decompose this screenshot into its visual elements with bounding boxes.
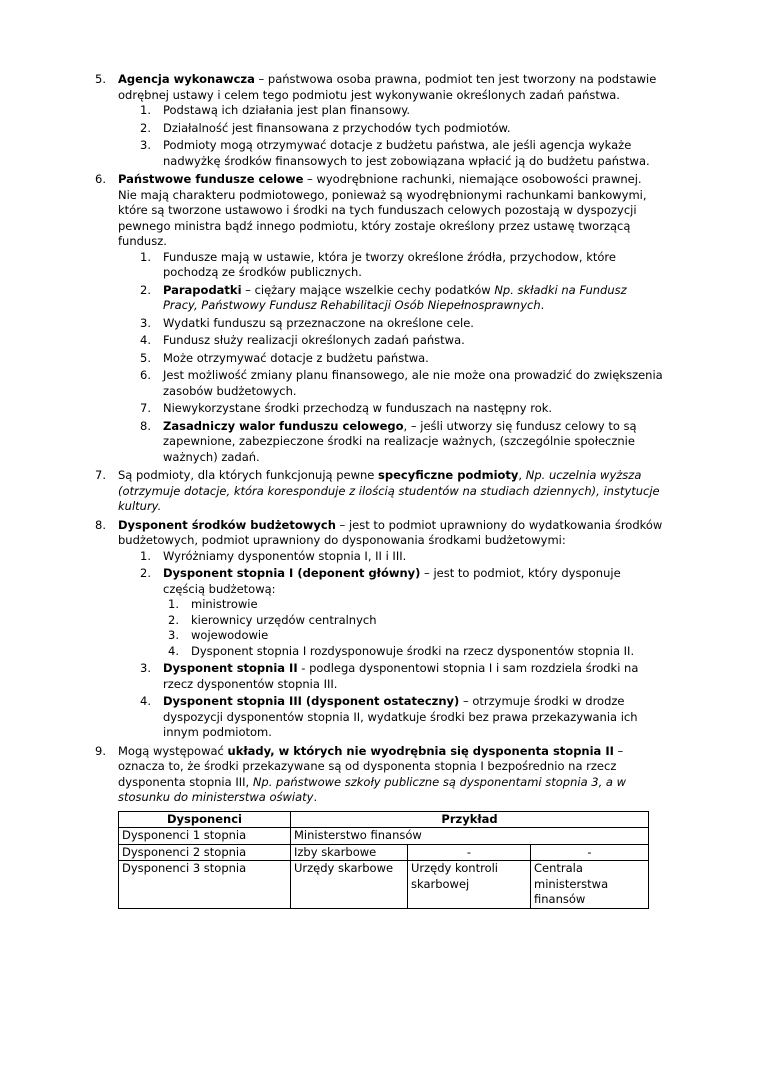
item-text	[118, 518, 663, 549]
text-run: – ciężary mające wszelkie cechy podatków	[241, 282, 495, 297]
text-run: – państwowa osoba prawna, podmiot ten jest tworzony na podstawie odrębnej ustawy i celem tego podmiotu jest wykonywanie określonych zadań państwa.	[118, 72, 657, 102]
item-text	[163, 694, 663, 741]
list-number: 7.	[140, 401, 151, 415]
text-run: układy, w których nie wyodrębnia się dysponenta stopnia II	[227, 743, 614, 758]
list-item	[95, 518, 663, 741]
list-number: 4.	[168, 643, 179, 658]
list-item	[140, 401, 663, 417]
item-text	[163, 283, 663, 314]
item-text	[163, 121, 663, 137]
list-number: 1.	[140, 249, 151, 264]
item-text	[163, 566, 663, 597]
text-run: - podlega dysponentowi stopnia I i sam rozdziela środki na rzecz dysponentów stopnia III.	[163, 661, 639, 691]
item-text	[118, 72, 663, 103]
list-number: 6.	[140, 368, 151, 382]
list-item	[168, 644, 663, 660]
text-run: Państwowe fundusze celowe	[118, 172, 304, 186]
item-text	[163, 103, 663, 119]
text-run: – jest to podmiot, który dysponuje częścią budżetową:	[163, 566, 621, 596]
list-number: 3.	[140, 138, 151, 152]
list-item	[95, 744, 663, 806]
text-run: Podstawą ich działania jest plan finansowy.	[163, 103, 411, 117]
sublist	[140, 250, 663, 466]
table-header-row	[119, 811, 649, 828]
list-item	[140, 316, 663, 332]
text-run: Dysponent stopnia I rozdysponowuje środki na rzecz dysponentów stopnia II.	[191, 643, 635, 658]
text-run: Agencja wykonawcza	[118, 72, 255, 86]
text-run: – jest to podmiot uprawniony do wydatkowania środków budżetowych, podmiot uprawniony do dysponowania środkami budżetowymi:	[118, 517, 663, 547]
table-row	[119, 844, 649, 861]
item-text	[163, 351, 663, 367]
text-run: Może otrzymywać dotacje z budżetu państwa.	[163, 350, 429, 365]
text-run: Dysponent stopnia III (dysponent ostateczny)	[163, 694, 460, 708]
text-run: Wyróżniamy dysponentów stopnia I, II i III.	[163, 548, 407, 563]
list-item	[140, 121, 663, 137]
text-run: .	[540, 298, 545, 312]
list-number: 5.	[95, 72, 106, 86]
text-run: – otrzymuje środki w drodze dyspozycji dysponentów stopnia II, wydatkuje środki bez prawa przekazywania ich innym podmiotom.	[163, 694, 638, 739]
table-row	[119, 828, 649, 845]
table-cell: Urzędy kontroli skarbowej	[408, 861, 531, 909]
list-item	[95, 72, 663, 169]
list-item	[140, 549, 663, 565]
list-item-body	[118, 518, 663, 741]
text-run: Parapodatki	[163, 282, 242, 297]
list-number: 1.	[168, 597, 179, 611]
list-number: 8.	[95, 517, 106, 532]
sublist	[140, 549, 663, 741]
list-item	[95, 468, 663, 515]
list-item	[140, 694, 663, 741]
text-run: Np. uczelnia wyższa (otrzymuje dotacje, która koresponduje z ilością studentów na studiach dziennych), instytucje kultury.	[118, 468, 660, 513]
table-cell: Dysponenci 1 stopnia	[119, 828, 291, 845]
list-number: 3.	[140, 315, 151, 330]
table-cell: Izby skarbowe	[291, 844, 408, 861]
item-text	[118, 172, 663, 250]
item-text	[191, 628, 663, 644]
list-number: 3.	[168, 628, 179, 642]
text-run: Zasadniczy walor funduszu celowego	[163, 418, 404, 433]
text-run: Fundusz służy realizacji określonych zadań państwa.	[163, 333, 465, 347]
list-item	[168, 613, 663, 629]
text-run: specyficzne podmioty	[378, 468, 519, 482]
item-text	[163, 250, 663, 281]
table-row	[119, 861, 649, 909]
list-item-body	[118, 468, 663, 515]
text-run: kierownicy urzędów centralnych	[191, 612, 377, 627]
list-item-body	[118, 72, 663, 169]
list-number: 2.	[140, 120, 151, 135]
text-run: Mogą występować	[118, 743, 228, 758]
item-text	[163, 401, 663, 417]
text-run: Fundusze mają w ustawie, która je tworzy określone źródła, przychodow, które pochodzą ze środków publicznych.	[163, 249, 616, 279]
text-run: – wyodrębnione rachunki, niemające osobowości prawnej. Nie mają charakteru podmiotowego, ponieważ są wyodrębnionymi rachunkami bankowymi, które są tworzone ustawowo i środki na tych funduszach celowych pozostają w dyspozycji pewnego ministra bądź innego podmiotu, który zostaje określony przez ustawę tworzącą fundusz.	[118, 172, 647, 248]
table-cell: Dysponenci 2 stopnia	[119, 844, 291, 861]
item-text	[163, 316, 663, 332]
list-number: 4.	[140, 694, 151, 708]
list-number: 7.	[95, 468, 106, 482]
item-text	[163, 368, 663, 399]
text-run: Podmioty mogą otrzymywać dotacje z budżetu państwa, ale jeśli agencja wykaże nadwyżkę środków finansowych to jest zobowiązana wpłacić ją do budżetu państwa.	[163, 138, 650, 168]
item-text	[163, 419, 663, 466]
table-cell: Urzędy skarbowe	[291, 861, 408, 909]
item-text	[163, 549, 663, 565]
list-item	[95, 172, 663, 465]
list-item	[140, 661, 663, 692]
list-number: 2.	[140, 282, 151, 297]
dysponenci-table	[118, 811, 649, 909]
text-run: .	[313, 790, 318, 804]
text-run: Wydatki funduszu są przeznaczone na określone cele.	[163, 315, 474, 330]
list-number: 2.	[168, 612, 179, 627]
list-item	[140, 333, 663, 349]
table-cell: -	[531, 844, 649, 861]
list-number: 4.	[140, 333, 151, 347]
list-item	[140, 250, 663, 281]
text-run: Dysponent środków budżetowych	[118, 517, 336, 532]
text-run: ministrowie	[191, 597, 258, 611]
item-text	[191, 597, 663, 613]
list-number: 6.	[95, 172, 106, 186]
table-header-cell: Przykład	[291, 811, 649, 828]
text-run: Dysponent stopnia II	[163, 661, 298, 675]
text-run: wojewodowie	[191, 628, 269, 642]
text-run: Dysponent stopnia I (deponent główny)	[163, 566, 421, 580]
item-text	[163, 661, 663, 692]
list-item	[168, 597, 663, 613]
text-run: – oznacza to, że środki przekazywane są od dysponenta stopnia I bezpośrednio na rzecz dysponenta stopnia III,	[118, 743, 624, 789]
text-run: , – jeśli utworzy się fundusz celowy to są zapewnione, zabezpieczone środki na realizacje ważnych, (szczególnie społecznie ważnych) zadań.	[163, 418, 637, 464]
text-run: Działalność jest finansowana z przychodów tych podmiotów.	[163, 120, 511, 135]
sublist	[140, 103, 663, 169]
table-cell: -	[408, 844, 531, 861]
list-number: 8.	[140, 418, 151, 433]
list-item	[140, 566, 663, 659]
list-number: 2.	[140, 566, 151, 580]
text-run: Jest możliwość zmiany planu finansowego, ale nie może ona prowadzić do zwiększenia zasobów budżetowych.	[163, 368, 663, 398]
list-item-body	[118, 172, 663, 465]
item-text	[118, 468, 663, 515]
list-number: 9.	[95, 743, 106, 758]
item-text	[191, 644, 663, 660]
list-item	[140, 283, 663, 314]
list-item-body	[118, 744, 663, 806]
table-header-cell: Dysponenci	[119, 811, 291, 828]
text-run: Są podmioty, dla których funkcjonują pewne	[118, 468, 379, 482]
list-item	[140, 138, 663, 169]
list-item	[168, 628, 663, 644]
text-run: Niewykorzystane środki przechodzą w funduszach na następny rok.	[163, 401, 553, 415]
text-run: Np. składki na Fundusz Pracy, Państwowy Fundusz Rehabilitacji Osób Niepełnosprawnych	[163, 282, 627, 312]
text-run: Np. państwowe szkoły publiczne są dysponentami stopnia 3, a w stosunku do ministerstwa oświaty	[118, 774, 627, 804]
text-run: ,	[518, 468, 526, 482]
table-cell: Dysponenci 3 stopnia	[119, 861, 291, 909]
sublist	[168, 597, 663, 659]
list-item	[140, 351, 663, 367]
item-text	[118, 744, 663, 806]
list-number: 1.	[140, 103, 151, 117]
item-text	[163, 333, 663, 349]
list-item	[140, 419, 663, 466]
table-cell: Centrala ministerstwa finansów	[531, 861, 649, 909]
list-number: 5.	[140, 350, 151, 365]
list-number: 3.	[140, 661, 151, 675]
item-text	[163, 138, 663, 169]
item-text	[191, 613, 663, 629]
list-number: 1.	[140, 548, 151, 563]
list-item	[140, 103, 663, 119]
table-cell: Ministerstwo finansów	[291, 828, 649, 845]
list-item	[140, 368, 663, 399]
